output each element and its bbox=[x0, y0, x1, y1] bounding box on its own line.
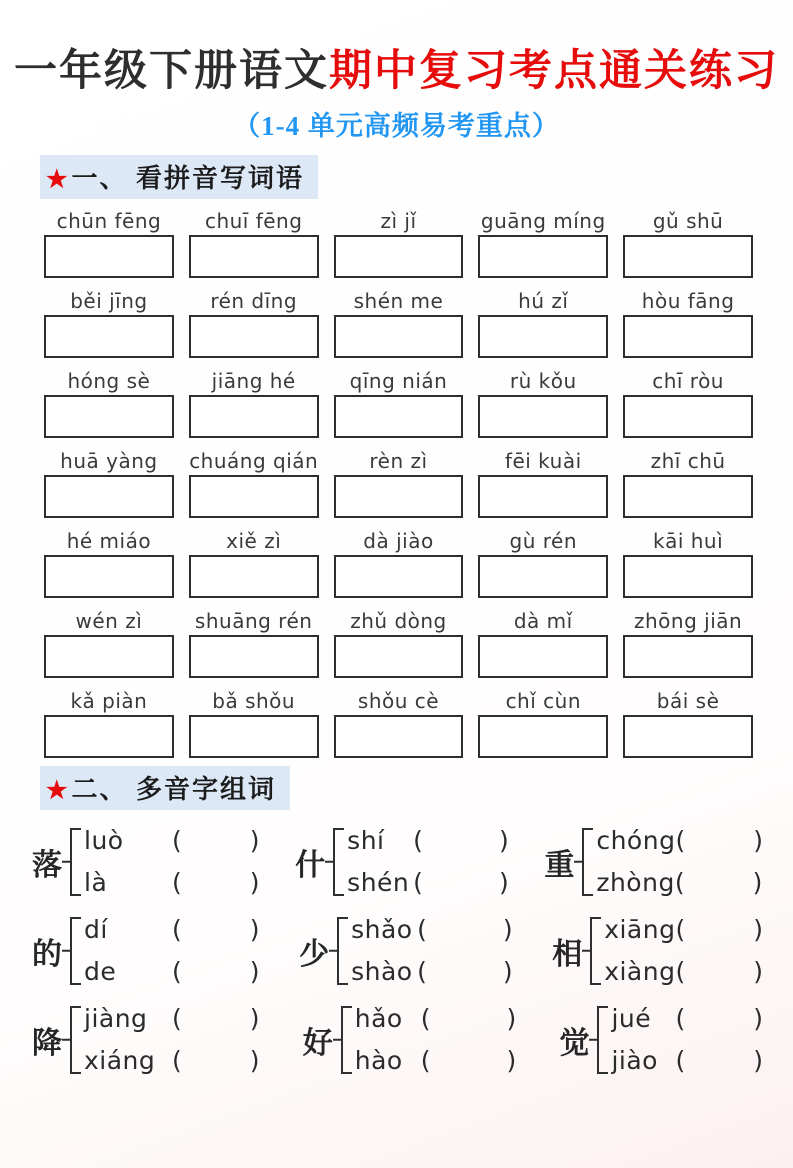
pinyin-label: zì jǐ bbox=[380, 208, 417, 233]
pinyin-reading: chóng bbox=[596, 826, 676, 856]
paren-open: ( bbox=[172, 1046, 182, 1076]
paren-close: ) bbox=[249, 957, 260, 987]
pinyin-reading: là bbox=[84, 868, 108, 898]
reading-line bbox=[355, 1040, 517, 1082]
reading-line bbox=[347, 820, 509, 862]
reading-line bbox=[351, 951, 513, 993]
answer-blank[interactable] bbox=[685, 826, 753, 856]
answer-blank[interactable] bbox=[431, 1004, 507, 1034]
paren-close: ) bbox=[506, 1046, 517, 1076]
answer-blank[interactable] bbox=[431, 1046, 507, 1076]
answer-box[interactable] bbox=[623, 715, 753, 758]
answer-blank[interactable] bbox=[182, 868, 250, 898]
pinyin-label: chǐ cùn bbox=[505, 688, 581, 713]
answer-box[interactable] bbox=[189, 395, 319, 438]
answer-box[interactable] bbox=[44, 395, 174, 438]
pinyin-cell bbox=[334, 447, 464, 518]
pinyin-cell bbox=[478, 687, 608, 758]
pinyin-label: chī ròu bbox=[652, 368, 724, 393]
paren-close: ) bbox=[753, 1004, 763, 1034]
pinyin-cell bbox=[478, 607, 608, 678]
pinyin-label: chuáng qián bbox=[189, 448, 319, 473]
answer-box[interactable] bbox=[478, 475, 608, 518]
answer-box[interactable] bbox=[44, 635, 174, 678]
paren-open: ( bbox=[417, 915, 427, 945]
paren-close: ) bbox=[249, 1046, 260, 1076]
reading-line bbox=[604, 909, 763, 951]
pinyin-cell bbox=[189, 527, 319, 598]
polyphone-group bbox=[303, 998, 517, 1082]
pinyin-label: zhī chū bbox=[650, 448, 726, 473]
paren-open: ( bbox=[675, 915, 686, 945]
paren-open: ( bbox=[417, 957, 427, 987]
answer-box[interactable] bbox=[623, 235, 753, 278]
polyphone-char: 重 bbox=[544, 848, 575, 882]
reading-line bbox=[84, 998, 260, 1040]
pinyin-label: chūn fēng bbox=[56, 208, 162, 233]
polyphone-group bbox=[552, 909, 763, 993]
pinyin-label: shuāng rén bbox=[194, 608, 313, 633]
answer-blank[interactable] bbox=[182, 957, 250, 987]
paren-close: ) bbox=[498, 868, 509, 898]
paren-open: ( bbox=[675, 1046, 686, 1076]
pinyin-reading: shǎo bbox=[351, 915, 413, 945]
paren-open: ( bbox=[675, 826, 686, 856]
paren-close: ) bbox=[752, 868, 763, 898]
pinyin-reading: de bbox=[84, 957, 117, 987]
answer-blank[interactable] bbox=[182, 1046, 250, 1076]
pinyin-cell bbox=[334, 687, 464, 758]
bracket-icon bbox=[337, 917, 348, 985]
paren-close: ) bbox=[753, 826, 763, 856]
paren-open: ( bbox=[675, 957, 686, 987]
answer-blank[interactable] bbox=[423, 868, 499, 898]
pinyin-label: wén zì bbox=[75, 608, 143, 633]
paren-open: ( bbox=[172, 957, 182, 987]
answer-box[interactable] bbox=[44, 315, 174, 358]
pinyin-reading: shào bbox=[351, 957, 413, 987]
answer-box[interactable] bbox=[189, 715, 319, 758]
polyphone-group bbox=[559, 998, 763, 1082]
title-red-part: 期中复习考点通关练习 bbox=[329, 48, 779, 95]
polyphone-group bbox=[32, 998, 260, 1082]
pinyin-cell bbox=[189, 687, 319, 758]
bracket-icon bbox=[582, 828, 593, 896]
pinyin-reading: jiào bbox=[611, 1046, 658, 1076]
reading-line bbox=[351, 909, 513, 951]
readings bbox=[355, 998, 517, 1082]
pinyin-cell bbox=[334, 527, 464, 598]
paren-open: ( bbox=[413, 868, 423, 898]
polyphone-section bbox=[32, 820, 773, 1082]
pinyin-cell bbox=[334, 287, 464, 358]
answer-blank[interactable] bbox=[182, 826, 250, 856]
polyphone-char: 少 bbox=[299, 937, 330, 971]
polyphone-group bbox=[32, 909, 260, 993]
pinyin-label: rù kǒu bbox=[509, 368, 577, 393]
pinyin-cell bbox=[44, 527, 174, 598]
paren-open: ( bbox=[674, 868, 685, 898]
reading-line bbox=[84, 951, 260, 993]
pinyin-cell bbox=[478, 447, 608, 518]
reading-line bbox=[84, 1040, 260, 1082]
paren-open: ( bbox=[172, 826, 182, 856]
pinyin-cell bbox=[623, 687, 753, 758]
star-icon: ★ bbox=[46, 777, 70, 804]
answer-box[interactable] bbox=[189, 235, 319, 278]
answer-box[interactable] bbox=[334, 475, 464, 518]
section2-heading bbox=[40, 766, 290, 810]
page-subtitle: （1-4 单元高频易考重点） bbox=[233, 110, 560, 141]
section1-heading bbox=[40, 155, 318, 199]
paren-open: ( bbox=[675, 1004, 686, 1034]
answer-blank[interactable] bbox=[423, 826, 499, 856]
pinyin-reading: shí bbox=[347, 826, 385, 856]
pinyin-label: bái sè bbox=[656, 688, 720, 713]
title-black-part: 一年级下册语文 bbox=[14, 48, 329, 95]
polyphone-char: 好 bbox=[302, 1026, 333, 1060]
pinyin-cell bbox=[44, 207, 174, 278]
pinyin-cell bbox=[623, 607, 753, 678]
section2-heading-label: 二、 多音字组词 bbox=[71, 774, 277, 804]
pinyin-cell bbox=[623, 207, 753, 278]
readings bbox=[347, 820, 509, 904]
answer-box[interactable] bbox=[334, 235, 464, 278]
pinyin-reading: hǎo bbox=[354, 1004, 403, 1034]
bracket-icon bbox=[341, 1006, 352, 1074]
pinyin-label: hóng sè bbox=[67, 368, 151, 393]
section1-heading-label: 一、 看拼音写词语 bbox=[71, 163, 305, 193]
paren-close: ) bbox=[753, 957, 763, 987]
pinyin-label: chuī fēng bbox=[204, 208, 303, 233]
paren-close: ) bbox=[502, 915, 513, 945]
answer-box[interactable] bbox=[334, 555, 464, 598]
answer-blank[interactable] bbox=[685, 915, 753, 945]
pinyin-label: rèn zì bbox=[369, 448, 428, 473]
reading-line bbox=[611, 1040, 763, 1082]
answer-box[interactable] bbox=[334, 635, 464, 678]
answer-box[interactable] bbox=[44, 555, 174, 598]
pinyin-label: kāi huì bbox=[653, 528, 724, 553]
pinyin-cell bbox=[189, 447, 319, 518]
pinyin-label: běi jīng bbox=[70, 288, 148, 313]
pinyin-label: qīng nián bbox=[349, 368, 448, 393]
pinyin-reading: shén bbox=[347, 868, 410, 898]
polyphone-row bbox=[32, 998, 773, 1082]
paren-open: ( bbox=[172, 868, 182, 898]
answer-blank[interactable] bbox=[685, 957, 753, 987]
paren-open: ( bbox=[172, 1004, 182, 1034]
readings bbox=[84, 909, 260, 993]
pinyin-reading: jiàng bbox=[84, 1004, 148, 1034]
pinyin-cell bbox=[189, 607, 319, 678]
pinyin-label: hé miáo bbox=[66, 528, 152, 553]
polyphone-char: 什 bbox=[295, 848, 326, 882]
pinyin-label: gù rén bbox=[509, 528, 578, 553]
polyphone-row bbox=[32, 909, 773, 993]
pinyin-cell bbox=[478, 527, 608, 598]
paren-open: ( bbox=[420, 1046, 431, 1076]
pinyin-cell bbox=[623, 287, 753, 358]
polyphone-char: 的 bbox=[32, 937, 62, 971]
readings bbox=[84, 998, 260, 1082]
reading-line bbox=[84, 820, 260, 862]
paren-close: ) bbox=[498, 826, 509, 856]
readings bbox=[351, 909, 513, 993]
answer-box[interactable] bbox=[189, 555, 319, 598]
pinyin-cell bbox=[44, 287, 174, 358]
pinyin-reading: xiāng bbox=[604, 915, 676, 945]
answer-box[interactable] bbox=[44, 475, 174, 518]
pinyin-reading: zhòng bbox=[596, 868, 675, 898]
readings bbox=[596, 820, 763, 904]
pinyin-label: dà mǐ bbox=[513, 608, 573, 633]
polyphone-row bbox=[32, 820, 773, 904]
answer-blank[interactable] bbox=[182, 915, 250, 945]
answer-blank[interactable] bbox=[427, 915, 503, 945]
bracket-icon bbox=[70, 828, 81, 896]
answer-box[interactable] bbox=[334, 715, 464, 758]
bracket-icon bbox=[597, 1006, 608, 1074]
answer-box[interactable] bbox=[478, 395, 608, 438]
polyphone-group bbox=[544, 820, 763, 904]
answer-blank[interactable] bbox=[685, 1046, 753, 1076]
pinyin-cell bbox=[478, 207, 608, 278]
pinyin-cell bbox=[44, 367, 174, 438]
pinyin-grid bbox=[44, 207, 753, 758]
answer-box[interactable] bbox=[44, 715, 174, 758]
reading-line bbox=[347, 862, 509, 904]
pinyin-label: guāng míng bbox=[480, 208, 606, 233]
answer-blank[interactable] bbox=[685, 868, 753, 898]
pinyin-cell bbox=[334, 207, 464, 278]
pinyin-label: bǎ shǒu bbox=[212, 688, 296, 713]
polyphone-group bbox=[295, 820, 509, 904]
paren-open: ( bbox=[172, 915, 182, 945]
paren-open: ( bbox=[420, 1004, 431, 1034]
worksheet-page bbox=[0, 46, 793, 1168]
pinyin-cell bbox=[189, 287, 319, 358]
answer-box[interactable] bbox=[478, 315, 608, 358]
bracket-icon bbox=[70, 1006, 81, 1074]
answer-box[interactable] bbox=[478, 715, 608, 758]
bracket-icon bbox=[333, 828, 344, 896]
answer-box[interactable] bbox=[478, 635, 608, 678]
pinyin-cell bbox=[44, 687, 174, 758]
answer-box[interactable] bbox=[478, 555, 608, 598]
paren-close: ) bbox=[502, 957, 513, 987]
pinyin-label: hú zǐ bbox=[518, 288, 569, 313]
reading-line bbox=[596, 862, 763, 904]
paren-open: ( bbox=[413, 826, 423, 856]
answer-blank[interactable] bbox=[685, 1004, 753, 1034]
pinyin-cell bbox=[44, 607, 174, 678]
pinyin-cell bbox=[478, 367, 608, 438]
pinyin-cell bbox=[334, 607, 464, 678]
answer-box[interactable] bbox=[334, 315, 464, 358]
answer-box[interactable] bbox=[623, 555, 753, 598]
polyphone-char: 降 bbox=[32, 1026, 62, 1060]
paren-close: ) bbox=[249, 1004, 260, 1034]
paren-close: ) bbox=[753, 1046, 763, 1076]
pinyin-label: zhǔ dòng bbox=[350, 608, 447, 633]
pinyin-label: fēi kuài bbox=[504, 448, 582, 473]
pinyin-cell bbox=[623, 447, 753, 518]
pinyin-reading: jué bbox=[611, 1004, 652, 1034]
pinyin-cell bbox=[623, 527, 753, 598]
answer-box[interactable] bbox=[189, 315, 319, 358]
pinyin-label: shǒu cè bbox=[357, 688, 440, 713]
answer-box[interactable] bbox=[44, 235, 174, 278]
pinyin-reading: dí bbox=[84, 915, 108, 945]
pinyin-cell bbox=[189, 207, 319, 278]
answer-box[interactable] bbox=[623, 395, 753, 438]
paren-close: ) bbox=[249, 868, 260, 898]
readings bbox=[604, 909, 763, 993]
readings bbox=[84, 820, 260, 904]
star-icon: ★ bbox=[46, 166, 70, 193]
reading-line bbox=[84, 909, 260, 951]
reading-line bbox=[84, 862, 260, 904]
pinyin-label: shén me bbox=[353, 288, 444, 313]
pinyin-cell bbox=[334, 367, 464, 438]
pinyin-label: huā yàng bbox=[60, 448, 158, 473]
answer-box[interactable] bbox=[189, 635, 319, 678]
paren-close: ) bbox=[753, 915, 763, 945]
pinyin-label: xiě zì bbox=[226, 528, 282, 553]
answer-blank[interactable] bbox=[182, 1004, 250, 1034]
pinyin-label: hòu fāng bbox=[641, 288, 735, 313]
pinyin-cell bbox=[623, 367, 753, 438]
readings bbox=[611, 998, 763, 1082]
pinyin-label: gǔ shū bbox=[652, 208, 724, 233]
bracket-icon bbox=[70, 917, 81, 985]
answer-box[interactable] bbox=[623, 635, 753, 678]
page-title bbox=[0, 46, 793, 98]
pinyin-label: kǎ piàn bbox=[70, 688, 148, 713]
paren-close: ) bbox=[506, 1004, 517, 1034]
reading-line bbox=[355, 998, 517, 1040]
answer-box[interactable] bbox=[478, 235, 608, 278]
pinyin-reading: hào bbox=[354, 1046, 403, 1076]
pinyin-label: dà jiào bbox=[363, 528, 434, 553]
polyphone-char: 觉 bbox=[559, 1026, 590, 1060]
bracket-icon bbox=[590, 917, 601, 985]
paren-close: ) bbox=[249, 915, 260, 945]
pinyin-reading: xiàng bbox=[604, 957, 676, 987]
pinyin-cell bbox=[478, 287, 608, 358]
answer-blank[interactable] bbox=[427, 957, 503, 987]
polyphone-group bbox=[299, 909, 513, 993]
polyphone-char: 落 bbox=[32, 848, 62, 882]
reading-line bbox=[611, 998, 763, 1040]
pinyin-reading: xiáng bbox=[84, 1046, 156, 1076]
answer-box[interactable] bbox=[623, 315, 753, 358]
answer-box[interactable] bbox=[623, 475, 753, 518]
pinyin-reading: luò bbox=[84, 826, 124, 856]
pinyin-cell bbox=[189, 367, 319, 438]
pinyin-label: zhōng jiān bbox=[634, 608, 743, 633]
answer-box[interactable] bbox=[334, 395, 464, 438]
paren-close: ) bbox=[249, 826, 260, 856]
pinyin-cell bbox=[44, 447, 174, 518]
reading-line bbox=[596, 820, 763, 862]
reading-line bbox=[604, 951, 763, 993]
polyphone-group bbox=[32, 820, 260, 904]
pinyin-label: rén dīng bbox=[210, 288, 298, 313]
polyphone-char: 相 bbox=[552, 937, 583, 971]
answer-box[interactable] bbox=[189, 475, 319, 518]
pinyin-label: jiāng hé bbox=[211, 368, 296, 393]
